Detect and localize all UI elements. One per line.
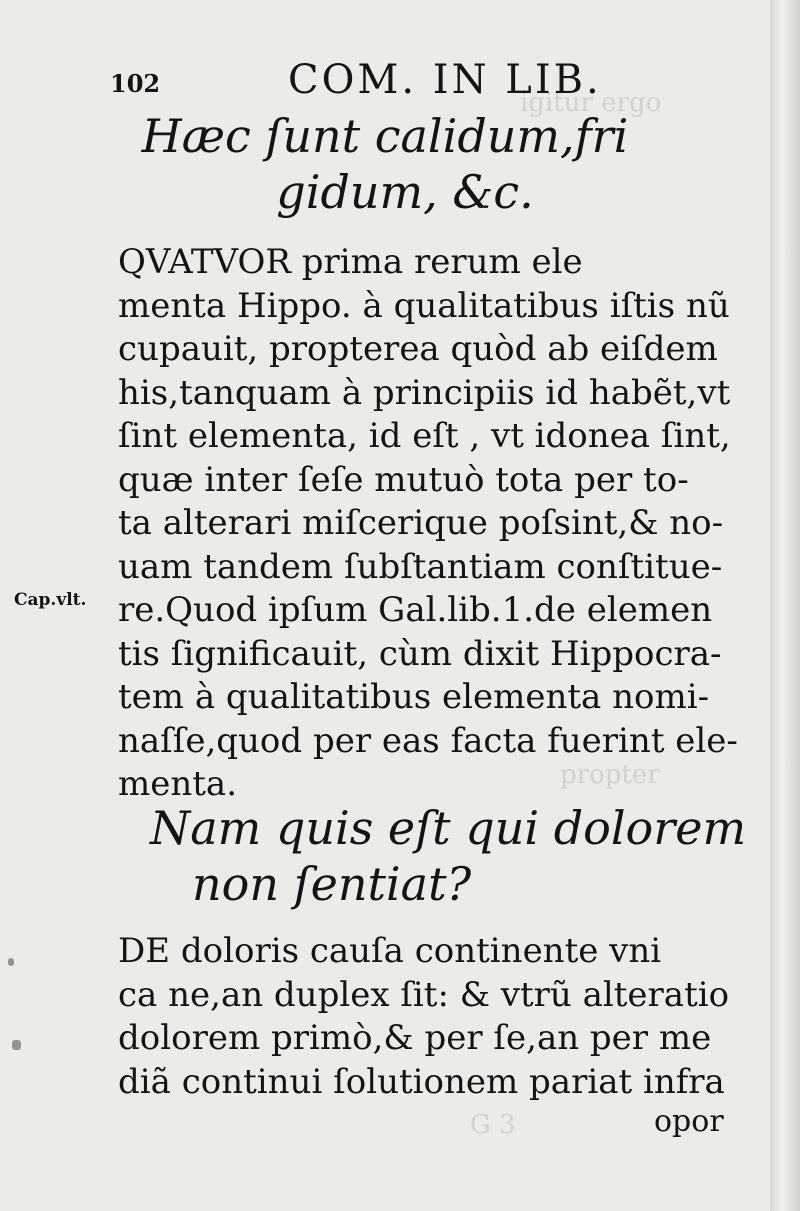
page-number: 102	[110, 69, 161, 98]
show-through-text: igitur ergo	[520, 88, 662, 118]
text-line: menta Hippo. à qualitatibus iſtis nũ	[118, 285, 730, 326]
commentary-paragraph	[118, 930, 738, 1104]
heading-line: non ſentiat?	[192, 857, 472, 911]
page-edge	[770, 0, 800, 1211]
text-line: his,tanquam à principiis id habẽt,vt	[118, 372, 731, 413]
show-through-text: propter	[560, 760, 660, 790]
page-header	[110, 55, 730, 105]
catchword: opor	[654, 1104, 724, 1139]
commentary-paragraph	[118, 241, 738, 807]
running-title: COM. IN LIB.	[288, 57, 602, 103]
heading-line: Nam quis eſt qui dolorem	[150, 801, 747, 855]
text-line: dolorem primò,& per ſe,an per me	[118, 1018, 712, 1058]
section-heading	[0, 108, 770, 220]
ink-speck	[8, 958, 14, 966]
text-line: ſint elementa, id eſt , vt idonea ſint,	[118, 416, 731, 456]
text-line: QVATVOR prima rerum ele	[118, 242, 583, 282]
text-line: cupauit, propterea quòd ab eiſdem	[118, 329, 718, 369]
section-heading	[150, 800, 800, 912]
marginal-note: Cap.vlt.	[14, 590, 87, 610]
show-through-text: G 3	[470, 1110, 516, 1140]
heading-line: gidum, &c.	[276, 165, 534, 219]
heading-line: Hæc ſunt calidum,fri	[141, 109, 629, 163]
text-line: menta.	[118, 764, 237, 804]
text-line: re.Quod ipſum Gal.lib.1.de elemen	[118, 590, 713, 630]
text-line: tem à qualitatibus elementa nomi-	[118, 677, 710, 717]
text-line: uam tandem ſubſtantiam conſtitue-	[118, 546, 723, 587]
text-line: tis ſignificauit, cùm dixit Hippocra-	[118, 633, 722, 674]
text-line: DE doloris cauſa continente vni	[118, 931, 662, 971]
ink-speck	[12, 1040, 21, 1050]
text-line: diã continui ſolutionem pariat infra	[118, 1061, 725, 1102]
text-line: ta alterari miſcerique poſsint,& no-	[118, 503, 724, 543]
text-line: naſſe,quod per eas facta fuerint ele-	[118, 720, 738, 761]
text-line: ca ne,an duplex ſit: & vtrũ alteratio	[118, 974, 730, 1015]
text-line: quæ inter ſeſe mutuò tota per to-	[118, 459, 689, 500]
